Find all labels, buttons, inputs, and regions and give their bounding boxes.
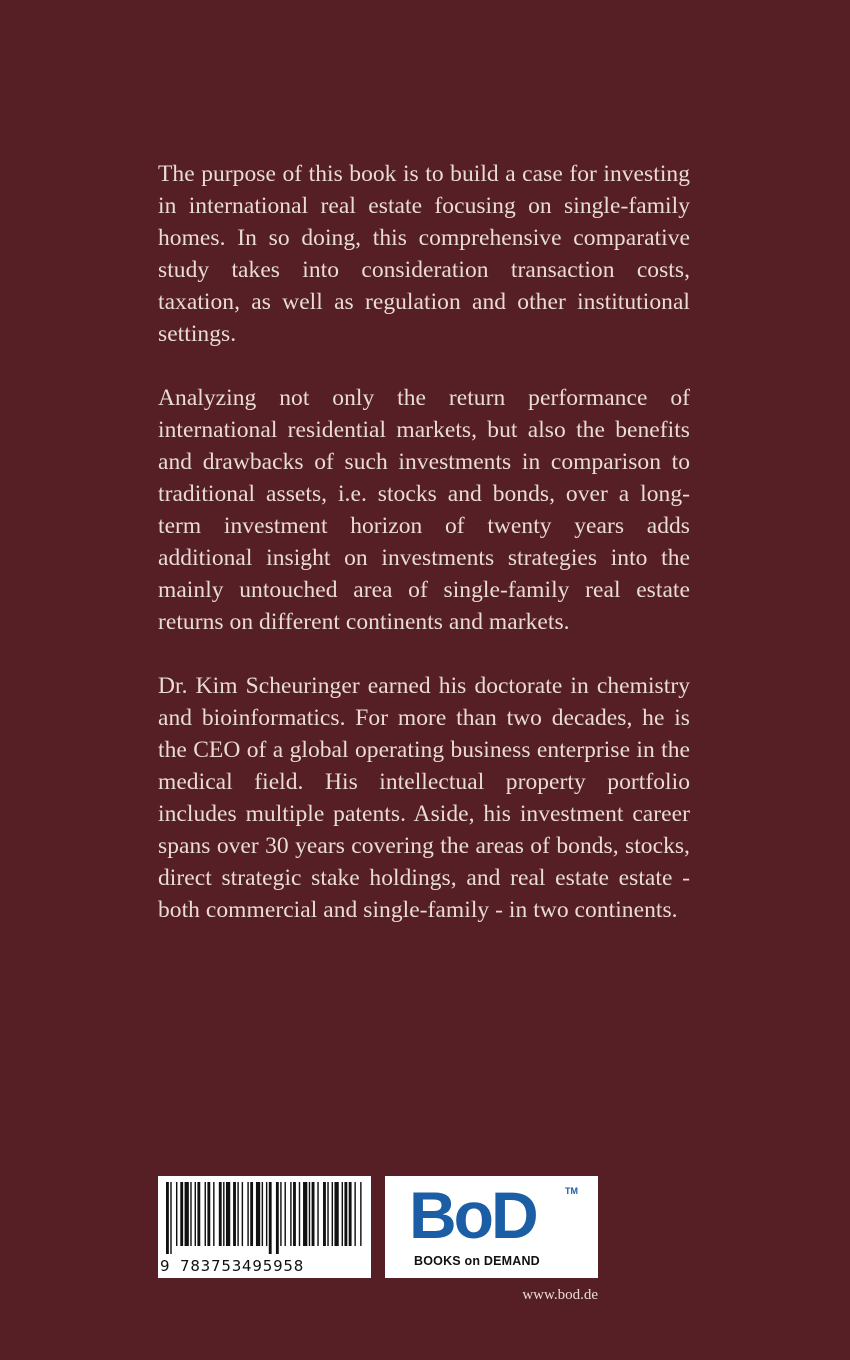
trademark-mark: TM	[565, 1186, 578, 1196]
publisher-logo	[385, 1176, 598, 1278]
blurb-paragraph-analysis: Analyzing not only the return performance of international residential markets, but also the benefits and drawbacks of such investments in comparison to traditional assets, i.e. stocks and bonds, over a long-term investment horizon of twenty years adds additional insight on investments strategies into the mainly untouched area of single-family real estate returns on different continents and markets.	[158, 385, 690, 635]
barcode-bar	[180, 1182, 183, 1246]
barcode-bar	[233, 1182, 236, 1246]
barcode-bar	[276, 1182, 279, 1254]
barcode-bar	[213, 1182, 214, 1246]
barcode-bar	[312, 1182, 315, 1246]
barcode-digits: 783753495958	[180, 1257, 305, 1275]
barcode-bar	[176, 1182, 177, 1246]
barcode-bar	[284, 1182, 285, 1246]
barcode-number	[158, 1258, 371, 1274]
barcode-bar	[247, 1182, 248, 1246]
barcode-bar	[226, 1182, 230, 1246]
publisher-tagline: BOOKS on DEMAND	[414, 1254, 540, 1268]
barcode-bar	[290, 1182, 291, 1246]
barcode-bar	[327, 1182, 328, 1246]
barcode-bar	[170, 1182, 171, 1254]
barcode-bar	[344, 1182, 347, 1246]
barcode-bar	[293, 1182, 296, 1246]
barcode-bar	[256, 1182, 260, 1246]
barcode-bar	[332, 1182, 333, 1246]
barcode-bar	[269, 1182, 272, 1254]
barcode-bar	[299, 1182, 300, 1246]
barcode-bar	[266, 1182, 267, 1246]
barcode-bar	[309, 1182, 310, 1246]
blurb-paragraph-author-bio: Dr. Kim Scheuringer earned his doctorate in chemistry and bioinformatics. For more than two decades, he is the CEO of a global operating business enterprise in the medical field. His intellectual property portfolio includes multiple patents. Aside, his investment career spans over 30 years covering the areas of bonds, stocks, direct strategic stake holdings, and real estate estate - both commercial and single-family - in two continents.	[158, 673, 690, 923]
bod-logo-wordmark: BoD	[409, 1178, 536, 1252]
barcode-bar	[205, 1182, 206, 1246]
blurb-text	[158, 158, 690, 926]
barcode-bar	[360, 1182, 361, 1246]
barcode-bar	[342, 1182, 343, 1246]
barcode-bar	[237, 1182, 238, 1246]
barcode-bar	[349, 1182, 352, 1246]
barcode-bar	[317, 1182, 318, 1246]
barcode-bar	[219, 1182, 222, 1246]
isbn-barcode	[158, 1176, 371, 1278]
barcode-bar	[303, 1182, 307, 1246]
barcode-bar	[197, 1182, 200, 1246]
barcode-bar	[250, 1182, 253, 1246]
barcode-bar	[195, 1182, 196, 1246]
barcode-bars-icon	[166, 1182, 363, 1254]
barcode-bar	[334, 1182, 338, 1246]
barcode-bar	[242, 1182, 243, 1246]
barcode-bar	[190, 1182, 191, 1246]
barcode-bar	[207, 1182, 210, 1246]
barcode-bar	[354, 1182, 355, 1246]
barcode-bar	[323, 1182, 326, 1246]
barcode-bar	[280, 1182, 281, 1246]
barcode-bar	[166, 1182, 169, 1254]
barcode-first-digit: 9	[160, 1257, 171, 1275]
barcode-bar	[262, 1182, 263, 1246]
barcode-bar	[223, 1182, 224, 1246]
barcode-bar	[185, 1182, 189, 1246]
blurb-paragraph-purpose: The purpose of this book is to build a case for investing in international real estate focusing on single-family homes. In so doing, this comprehensive comparative study takes into consideration transaction costs, taxation, as well as regulation and other institutional settings.	[158, 161, 690, 347]
publisher-website: www.bod.de	[522, 1287, 598, 1303]
